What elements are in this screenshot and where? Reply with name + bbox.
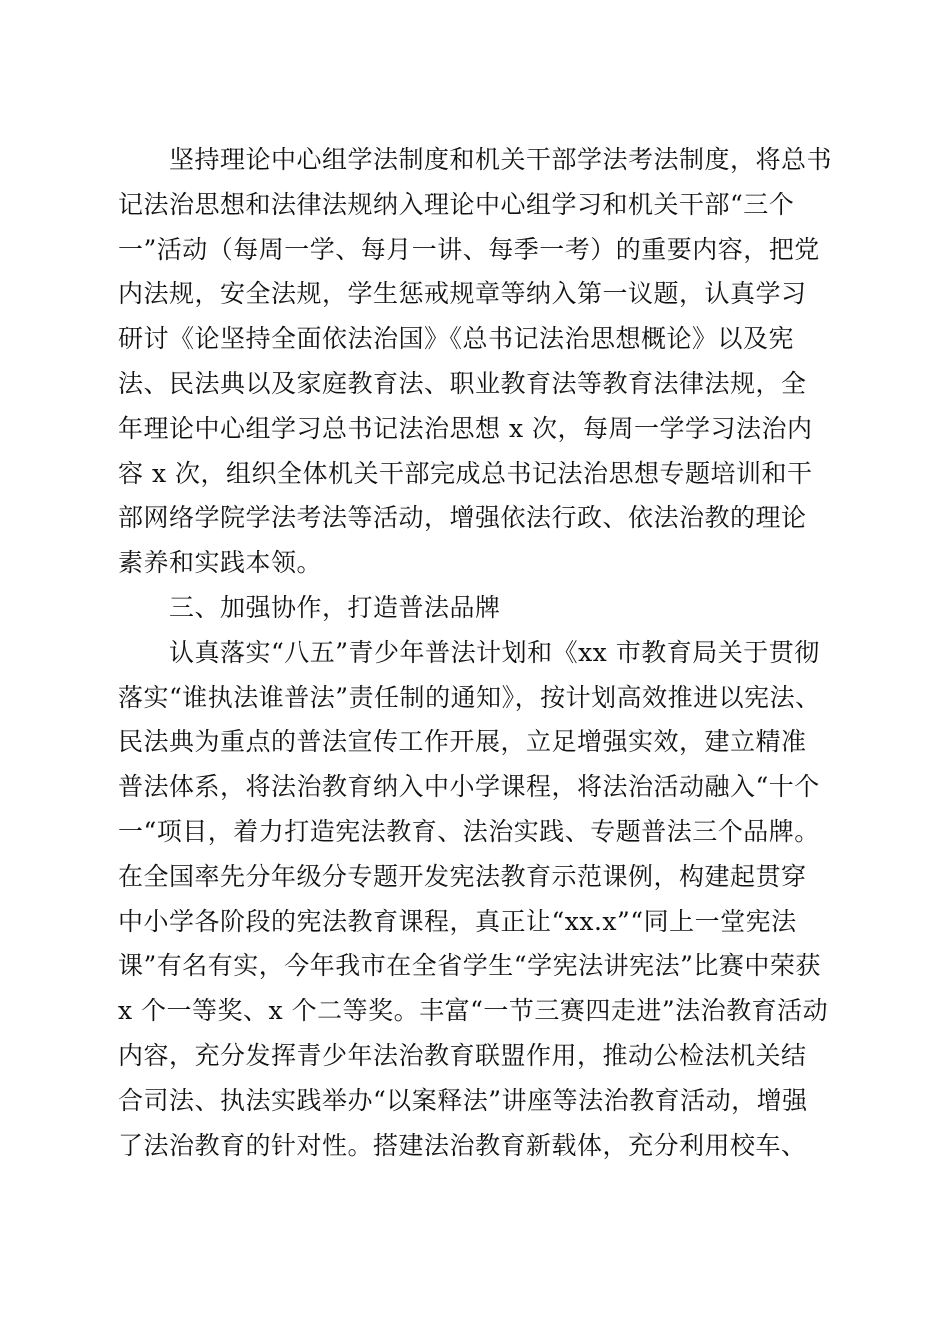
text-line: 中小学各阶段的宪法教育课程，真正让“xx.x”“同上一堂宪法 [118, 906, 797, 936]
text-line: 坚持理论中心组学法制度和机关干部学法考法制度，将总书 [118, 145, 833, 174]
text-line: 课”有名有实，今年我市在全省学生“学宪法讲宪法”比赛中荣获 [118, 951, 821, 981]
text-line: 素养和实践本领。 [118, 548, 323, 578]
text-line: 认真落实“八五”青少年普法计划和《xx 市教育局关于贯彻 [118, 637, 820, 667]
text-line: 容 x 次，组织全体机关干部完成总书记法治思想专题培训和干 [118, 458, 813, 488]
text-line: 记法治思想和法律法规纳入理论中心组学习和机关干部“三个 [118, 189, 795, 219]
text-line: 了法治教育的针对性。搭建法治教育新载体，充分利用校车、 [118, 1130, 807, 1160]
text-line: 年理论中心组学习总书记法治思想 x 次，每周一学学习法治内 [118, 413, 813, 443]
text-line: 普法体系，将法治教育纳入中小学课程，将法治活动融入“十个 [118, 772, 820, 802]
text-line: 民法典为重点的普法宣传工作开展，立足增强实效，建立精准 [118, 727, 807, 757]
text-line: 内法规，安全法规，学生惩戒规章等纳入第一议题，认真学习 [118, 279, 807, 309]
text-line: 落实“谁执法谁普法”责任制的通知》，按计划高效推进以宪法、 [118, 682, 821, 712]
text-line: 内容，充分发挥青少年法治教育联盟作用，推动公检法机关结 [118, 1040, 807, 1070]
text-line: 在全国率先分年级分专题开发宪法教育示范课例，构建起贯穿 [118, 861, 807, 891]
text-line: 一“项目，着力打造宪法教育、法治实践、专题普法三个品牌。 [118, 816, 820, 846]
text-line: 部网络学院学法考法等活动，增强依法行政、依法治教的理论 [118, 503, 807, 533]
text-line: x 个一等奖、x 个二等奖。丰富“一节三赛四走进”法治教育活动 [118, 996, 829, 1026]
text-line: 合司法、执法实践举办“以案释法”讲座等法治教育活动，增强 [118, 1085, 808, 1115]
text-line: 法、民法典以及家庭教育法、职业教育法等教育法律法规，全 [118, 368, 807, 398]
text-line: 研讨《论坚持全面依法治国》《总书记法治思想概论》以及宪 [118, 324, 795, 354]
document-body [118, 138, 833, 1168]
section-heading: 三、加强协作，打造普法品牌 [118, 592, 501, 622]
text-line: 一”活动（每周一学、每月一讲、每季一考）的重要内容，把党 [118, 234, 820, 264]
